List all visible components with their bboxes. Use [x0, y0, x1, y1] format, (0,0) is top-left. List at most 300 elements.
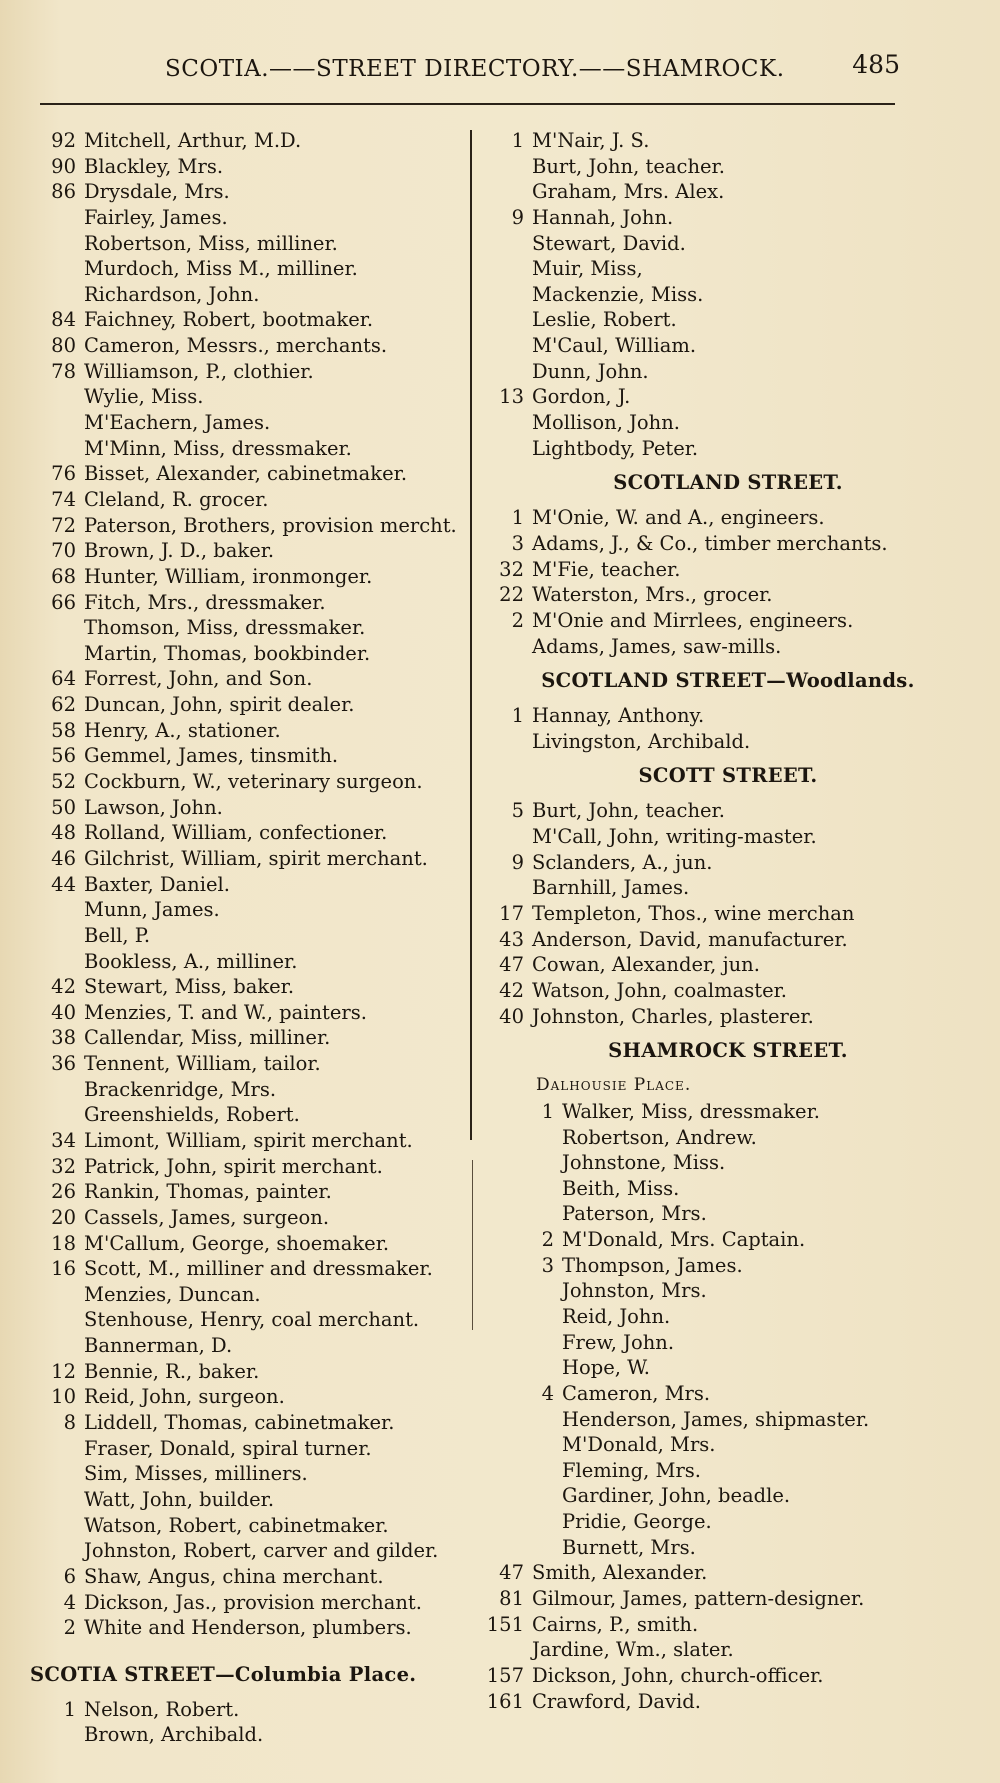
directory-entry: [478, 1227, 978, 1253]
directory-entry: [478, 1253, 978, 1279]
resident-name: Smith, Alexander.: [532, 1561, 708, 1585]
directory-entry: [30, 923, 465, 949]
house-number: 157: [486, 1663, 524, 1687]
resident-name: White and Henderson, plumbers.: [84, 1616, 412, 1640]
house-number: 90: [51, 154, 76, 178]
directory-entry: [30, 820, 465, 846]
house-number: 42: [51, 975, 76, 999]
resident-name: Bennie, R., baker.: [84, 1359, 260, 1383]
resident-name: Leslie, Robert.: [532, 308, 677, 332]
directory-entry: [478, 582, 978, 608]
resident-name: Burnett, Mrs.: [562, 1535, 696, 1559]
house-number: 2: [511, 608, 524, 632]
directory-entry: [30, 666, 465, 692]
directory-entry: [30, 769, 465, 795]
heading-main: SCOTLAND STREET: [541, 669, 767, 693]
directory-entry: [478, 1355, 978, 1381]
house-number: [478, 359, 532, 385]
directory-entry: [478, 1535, 978, 1561]
house-number: 52: [51, 770, 76, 794]
directory-entry: [30, 179, 465, 205]
resident-name: Duncan, John, spirit dealer.: [84, 693, 355, 717]
house-number: [478, 824, 532, 850]
subheading-dalhousie-place: Dalhousie Place.: [536, 1075, 692, 1096]
resident-name: M'Call, John, writing-master.: [532, 825, 817, 849]
resident-name: Graham, Mrs. Alex.: [532, 180, 725, 204]
directory-entry: [478, 359, 978, 385]
house-number: 161: [486, 1689, 524, 1713]
directory-entry: [30, 487, 465, 513]
resident-name: Liddell, Thomas, cabinetmaker.: [84, 1411, 395, 1435]
directory-entry: [478, 1330, 978, 1356]
house-number: 32: [51, 1154, 76, 1178]
house-number: [30, 1513, 84, 1539]
resident-name: Patrick, John, spirit merchant.: [84, 1154, 383, 1178]
directory-entry: [30, 513, 465, 539]
resident-name: Henry, A., stationer.: [84, 718, 281, 742]
directory-entry: [478, 1278, 978, 1304]
house-number: 13: [499, 385, 524, 409]
resident-name: Bisset, Alexander, cabinetmaker.: [84, 462, 408, 486]
house-number: [30, 436, 84, 462]
resident-name: Brackenridge, Mrs.: [84, 1077, 277, 1101]
directory-entry: [30, 718, 465, 744]
resident-name: Watt, John, builder.: [84, 1487, 275, 1511]
directory-entry: [30, 846, 465, 872]
directory-entry: [30, 1615, 465, 1641]
house-number: [30, 1722, 84, 1748]
house-number: 92: [51, 129, 76, 152]
house-number: 70: [51, 539, 76, 563]
directory-entry: [30, 1307, 465, 1333]
resident-name: Muir, Miss,: [532, 257, 643, 281]
resident-name: Brown, Archibald.: [84, 1723, 264, 1747]
resident-name: Beith, Miss.: [562, 1176, 680, 1200]
house-number: [30, 282, 84, 308]
resident-name: Blackley, Mrs.: [84, 154, 224, 178]
resident-name: Munn, James.: [84, 898, 220, 922]
scott-street-entries: [478, 798, 978, 1029]
scotia-columbia-entries: [30, 1697, 465, 1748]
directory-entry: [478, 1458, 978, 1484]
directory-entry: [30, 1282, 465, 1308]
directory-entry: [30, 1410, 465, 1436]
header-rule: [40, 103, 895, 105]
directory-entry: [30, 333, 465, 359]
section-heading-shamrock-street: SHAMROCK STREET.: [608, 1039, 848, 1063]
directory-entry: [30, 1333, 465, 1359]
house-number: 47: [499, 953, 524, 977]
directory-entry: [478, 1201, 978, 1227]
house-number: 36: [51, 1052, 76, 1076]
house-number: 3: [541, 1253, 554, 1277]
directory-entry: [30, 359, 465, 385]
resident-name: Cockburn, W., veterinary surgeon.: [84, 770, 423, 794]
directory-entry: [30, 641, 465, 667]
directory-entry: [478, 205, 978, 231]
house-number: [30, 1077, 84, 1103]
house-number: [478, 154, 532, 180]
directory-entry: [478, 634, 978, 660]
resident-name: Dickson, Jas., provision merchant.: [84, 1590, 422, 1614]
house-number: [30, 1333, 84, 1359]
resident-name: M'Donald, Mrs. Captain.: [562, 1228, 806, 1252]
directory-entry: [478, 1509, 978, 1535]
directory-entry: [30, 128, 465, 154]
resident-name: Tennent, William, tailor.: [84, 1052, 321, 1076]
house-number: [478, 1355, 562, 1381]
house-number: 44: [51, 872, 76, 896]
house-number: 1: [511, 129, 524, 152]
resident-name: Waterston, Mrs., grocer.: [532, 583, 773, 607]
directory-entry: [478, 927, 978, 953]
heading-rest: —Woodlands.: [766, 669, 915, 693]
house-number: 68: [51, 564, 76, 588]
directory-entry: [30, 231, 465, 257]
house-number: 6: [63, 1564, 76, 1588]
house-number: 40: [51, 1000, 76, 1024]
resident-name: Gilchrist, William, spirit merchant.: [84, 846, 428, 870]
directory-entry: [478, 410, 978, 436]
resident-name: Hannay, Anthony.: [532, 704, 705, 728]
resident-name: Nelson, Robert.: [84, 1697, 240, 1721]
house-number: [30, 410, 84, 436]
resident-name: Thompson, James.: [562, 1253, 743, 1277]
directory-entry: [30, 1205, 465, 1231]
directory-entry: [478, 436, 978, 462]
resident-name: Stewart, Miss, baker.: [84, 975, 295, 999]
running-title: SCOTIA.——STREET DIRECTORY.——SHAMROCK.: [165, 56, 785, 82]
house-number: 58: [51, 718, 76, 742]
house-number: 1: [541, 1099, 554, 1123]
directory-entry: [30, 872, 465, 898]
house-number: [478, 256, 532, 282]
house-number: 1: [511, 704, 524, 728]
house-number: 3: [511, 531, 524, 555]
directory-entry: [30, 692, 465, 718]
house-number: [30, 615, 84, 641]
house-number: 42: [499, 978, 524, 1002]
house-number: 18: [51, 1231, 76, 1255]
directory-entry: [478, 798, 978, 824]
directory-entry: [478, 1586, 978, 1612]
shamrock-street-entries: [478, 1560, 978, 1714]
house-number: [478, 1407, 562, 1433]
resident-name: Johnstone, Miss.: [562, 1151, 726, 1175]
house-number: [478, 875, 532, 901]
house-number: 66: [51, 590, 76, 614]
house-number: [30, 1102, 84, 1128]
house-number: 17: [499, 902, 524, 926]
directory-entry: [30, 949, 465, 975]
house-number: 5: [511, 799, 524, 823]
resident-name: Cairns, P., smith.: [532, 1612, 699, 1636]
resident-name: M'Donald, Mrs.: [562, 1433, 716, 1457]
directory-entry: [478, 282, 978, 308]
house-number: 76: [51, 462, 76, 486]
house-number: [478, 333, 532, 359]
resident-name: Lawson, John.: [84, 795, 223, 819]
house-number: [478, 1483, 562, 1509]
resident-name: Forrest, John, and Son.: [84, 667, 313, 691]
resident-name: Dunn, John.: [532, 359, 649, 383]
resident-name: M'Minn, Miss, dressmaker.: [84, 436, 352, 460]
directory-entry: [478, 729, 978, 755]
directory-entry: [30, 1102, 465, 1128]
directory-entry: [30, 1722, 465, 1748]
resident-name: Gemmel, James, tinsmith.: [84, 744, 339, 768]
resident-name: Martin, Thomas, bookbinder.: [84, 641, 371, 665]
house-number: 10: [51, 1385, 76, 1409]
directory-entry: [478, 307, 978, 333]
column-divider-lower: [472, 1160, 473, 1330]
resident-name: Anderson, David, manufacturer.: [532, 927, 848, 951]
resident-name: Jardine, Wm., slater.: [532, 1638, 734, 1662]
resident-name: Watson, Robert, cabinetmaker.: [84, 1513, 389, 1537]
section-heading-scotland-woodlands: [478, 659, 978, 703]
directory-entry: [478, 557, 978, 583]
house-number: [478, 1330, 562, 1356]
column-divider: [470, 130, 472, 1140]
resident-name: Crawford, David.: [532, 1689, 701, 1713]
house-number: 8: [63, 1411, 76, 1435]
resident-name: Cameron, Messrs., merchants.: [84, 334, 388, 358]
directory-entry: [478, 1483, 978, 1509]
resident-name: Watson, John, coalmaster.: [532, 978, 787, 1002]
resident-name: Bell, P.: [84, 923, 151, 947]
house-number: 50: [51, 795, 76, 819]
house-number: 2: [541, 1228, 554, 1252]
resident-name: Callendar, Miss, milliner.: [84, 1026, 331, 1050]
house-number: 38: [51, 1026, 76, 1050]
house-number: 62: [51, 693, 76, 717]
resident-name: Menzies, Duncan.: [84, 1282, 261, 1306]
directory-entry: [30, 1384, 465, 1410]
house-number: 22: [499, 583, 524, 607]
directory-entry: [30, 538, 465, 564]
resident-name: M'Caul, William.: [532, 334, 697, 358]
directory-entry: [30, 564, 465, 590]
resident-name: Templeton, Thos., wine merchan: [532, 902, 855, 926]
directory-entry: [478, 531, 978, 557]
directory-entry: [478, 608, 978, 634]
resident-name: Paterson, Mrs.: [562, 1202, 707, 1226]
directory-entry: [478, 1560, 978, 1586]
house-number: 1: [63, 1697, 76, 1721]
directory-entry: [30, 436, 465, 462]
scotland-woodlands-entries: [478, 703, 978, 754]
house-number: 43: [499, 927, 524, 951]
resident-name: Bannerman, D.: [84, 1334, 233, 1358]
scotland-street-entries: [478, 505, 978, 659]
resident-name: Barnhill, James.: [532, 876, 690, 900]
resident-name: Rankin, Thomas, painter.: [84, 1180, 332, 1204]
directory-entry: [30, 897, 465, 923]
house-number: 47: [499, 1561, 524, 1585]
resident-name: Mitchell, Arthur, M.D.: [84, 129, 302, 152]
house-number: [478, 307, 532, 333]
house-number: [478, 634, 532, 660]
resident-name: Reid, John, surgeon.: [84, 1385, 285, 1409]
directory-entry: [30, 615, 465, 641]
house-number: [30, 641, 84, 667]
resident-name: Robertson, Miss, milliner.: [84, 231, 338, 255]
resident-name: M'Fie, teacher.: [532, 557, 681, 581]
house-number: [30, 384, 84, 410]
resident-name: Fraser, Donald, spiral turner.: [84, 1436, 372, 1460]
directory-entry: [30, 974, 465, 1000]
house-number: [30, 1461, 84, 1487]
directory-entry: [30, 1538, 465, 1564]
resident-name: Cleland, R. grocer.: [84, 487, 269, 511]
resident-name: Bookless, A., milliner.: [84, 949, 298, 973]
directory-entry: [478, 952, 978, 978]
resident-name: M'Eachern, James.: [84, 411, 271, 435]
house-number: [478, 1125, 562, 1151]
directory-entry: [478, 875, 978, 901]
resident-name: Shaw, Angus, china merchant.: [84, 1564, 384, 1588]
directory-entry: [478, 231, 978, 257]
resident-name: Burt, John, teacher.: [532, 154, 725, 178]
resident-name: Murdoch, Miss M., milliner.: [84, 257, 358, 281]
directory-entry: [30, 1436, 465, 1462]
house-number: [30, 897, 84, 923]
directory-entry: [478, 850, 978, 876]
directory-entry: [30, 1487, 465, 1513]
directory-entry: [478, 1381, 978, 1407]
directory-entry: [478, 505, 978, 531]
directory-entry: [478, 1689, 978, 1715]
resident-name: Reid, John.: [562, 1304, 671, 1328]
resident-name: Sim, Misses, milliners.: [84, 1462, 308, 1486]
house-number: 32: [499, 557, 524, 581]
house-number: 9: [511, 205, 524, 229]
directory-entry: [478, 1304, 978, 1330]
resident-name: Limont, William, spirit merchant.: [84, 1128, 413, 1152]
directory-entry: [30, 1359, 465, 1385]
house-number: 81: [499, 1587, 524, 1611]
house-number: [478, 1150, 562, 1176]
directory-entry: [478, 1407, 978, 1433]
resident-name: Frew, John.: [562, 1330, 675, 1354]
house-number: 74: [51, 487, 76, 511]
resident-name: Burt, John, teacher.: [532, 799, 725, 823]
house-number: 84: [51, 308, 76, 332]
house-number: 9: [511, 850, 524, 874]
resident-name: Thomson, Miss, dressmaker.: [84, 616, 366, 640]
house-number: [478, 1509, 562, 1535]
house-number: 80: [51, 334, 76, 358]
resident-name: Rolland, William, confectioner.: [84, 821, 388, 845]
house-number: [478, 729, 532, 755]
directory-entry: [478, 1176, 978, 1202]
heading-main: SCOTIA STREET: [30, 1662, 216, 1686]
section-heading-scotia-columbia: [30, 1653, 465, 1697]
resident-name: Cassels, James, surgeon.: [84, 1205, 330, 1229]
house-number: [478, 1201, 562, 1227]
resident-name: Williamson, P., clothier.: [84, 359, 314, 383]
house-number: 56: [51, 744, 76, 768]
section-heading-scott-street: SCOTT STREET.: [638, 764, 818, 788]
resident-name: Adams, J., & Co., timber merchants.: [532, 531, 888, 555]
resident-name: Faichney, Robert, bootmaker.: [84, 308, 374, 332]
house-number: [30, 949, 84, 975]
directory-entry: [30, 1564, 465, 1590]
directory-entry: [30, 743, 465, 769]
section-heading-scotland-street: SCOTLAND STREET.: [613, 471, 843, 495]
directory-entry: [30, 590, 465, 616]
house-number: [478, 231, 532, 257]
directory-entry: [478, 901, 978, 927]
directory-entry: [478, 179, 978, 205]
house-number: 20: [51, 1205, 76, 1229]
resident-name: Cowan, Alexander, jun.: [532, 953, 760, 977]
directory-entry: [478, 1637, 978, 1663]
house-number: [478, 282, 532, 308]
house-number: 72: [51, 513, 76, 537]
resident-name: Menzies, T. and W., painters.: [84, 1000, 367, 1024]
resident-name: Pridie, George.: [562, 1510, 712, 1534]
house-number: [478, 436, 532, 462]
resident-name: Lightbody, Peter.: [532, 436, 699, 460]
house-number: [478, 1278, 562, 1304]
directory-entry: [478, 1099, 978, 1125]
directory-entry: [478, 154, 978, 180]
resident-name: Hannah, John.: [532, 205, 674, 229]
house-number: 46: [51, 846, 76, 870]
resident-name: Hope, W.: [562, 1356, 650, 1380]
directory-entry: [478, 1125, 978, 1151]
directory-entry: [30, 795, 465, 821]
resident-name: Wylie, Miss.: [84, 385, 204, 409]
left-column: [30, 128, 465, 1748]
resident-name: Dickson, John, church-officer.: [532, 1663, 824, 1687]
resident-name: Johnston, Mrs.: [562, 1279, 707, 1303]
house-number: [478, 1535, 562, 1561]
house-number: [478, 1458, 562, 1484]
page-header: [40, 50, 900, 90]
resident-name: Drysdale, Mrs.: [84, 180, 230, 204]
house-number: 2: [63, 1616, 76, 1640]
directory-entry: [30, 461, 465, 487]
resident-name: Gardiner, John, beadle.: [562, 1484, 791, 1508]
directory-entry: [30, 1179, 465, 1205]
house-number: 1: [511, 506, 524, 530]
resident-name: Fairley, James.: [84, 205, 228, 229]
house-number: 151: [486, 1612, 524, 1636]
house-number: [30, 205, 84, 231]
directory-entry: [30, 384, 465, 410]
directory-entry: [30, 1231, 465, 1257]
house-number: [478, 1637, 532, 1663]
house-number: [30, 1307, 84, 1333]
resident-name: Scott, M., milliner and dressmaker.: [84, 1257, 433, 1281]
resident-name: Fleming, Mrs.: [562, 1458, 701, 1482]
directory-entry: [30, 1025, 465, 1051]
house-number: [30, 1282, 84, 1308]
house-number: [30, 256, 84, 282]
directory-entry: [478, 978, 978, 1004]
house-number: [30, 923, 84, 949]
house-number: [478, 1432, 562, 1458]
resident-name: Stewart, David.: [532, 231, 686, 255]
resident-name: Robertson, Andrew.: [562, 1125, 757, 1149]
directory-entry: [478, 703, 978, 729]
house-number: [30, 1538, 84, 1564]
house-number: 12: [51, 1359, 76, 1383]
resident-name: Fitch, Mrs., dressmaker.: [84, 590, 326, 614]
directory-entry: [30, 205, 465, 231]
